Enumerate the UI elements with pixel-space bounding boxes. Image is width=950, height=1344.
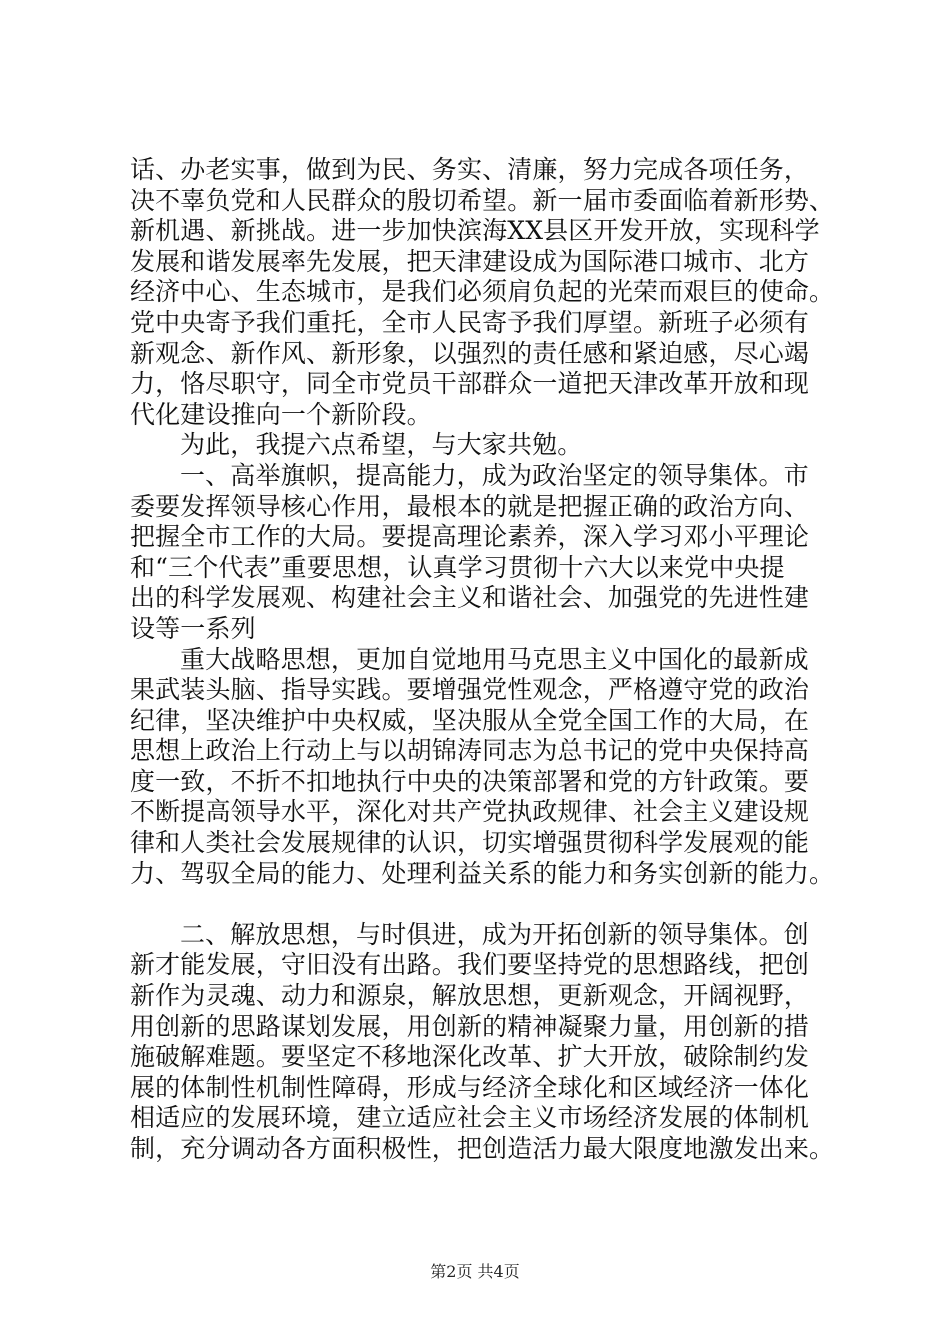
text-line: 新机遇、新挑战。进一步加快滨海XX县区开发开放，实现科学 <box>130 216 820 246</box>
text-line: 用创新的思路谋划发展，用创新的精神凝聚力量，用创新的措 <box>130 1011 810 1041</box>
document-body <box>130 155 842 1165</box>
text-line: 新才能发展，守旧没有出路。我们要坚持党的思想路线，把创 <box>130 950 810 980</box>
text-line: 力，恪尽职守，同全市党员干部群众一道把天津改革开放和现 <box>130 369 810 399</box>
text-line: 发展和谐发展率先发展，把天津建设成为国际港口城市、北方 <box>130 246 810 276</box>
text-line: 一、高举旗帜，提高能力，成为政治坚定的领导集体。市 <box>180 460 809 490</box>
text-line: 新作为灵魂、动力和源泉，解放思想，更新观念，开阔视野， <box>130 981 810 1011</box>
text-line: 和“三个代表”重要思想，认真学习贯彻十六大以来党中央提 <box>130 552 785 582</box>
text-line: 果武装头脑、指导实践。要增强党性观念，严格遵守党的政治 <box>130 675 810 705</box>
page-number-footer: 第2页 共4页 <box>430 1262 520 1281</box>
text-line: 度一致，不折不扣地执行中央的决策部署和党的方针政策。要 <box>130 766 810 796</box>
text-line: 相适应的发展环境，建立适应社会主义市场经济发展的体制机 <box>130 1103 810 1133</box>
text-line: 新观念、新作风、新形象，以强烈的责任感和紧迫感，尽心竭 <box>130 338 810 368</box>
text-line: 决不辜负党和人民群众的殷切希望。新一届市委面临着新形势、 <box>130 185 835 215</box>
paragraph-gap <box>130 889 842 920</box>
text-line: 设等一系列 <box>130 613 256 643</box>
text-line: 把握全市工作的大局。要提高理论素养，深入学习邓小平理论 <box>130 522 810 552</box>
text-line: 力、驾驭全局的能力、处理利益关系的能力和务实创新的能力。 <box>130 858 835 888</box>
text-line: 出的科学发展观、构建社会主义和谐社会、加强党的先进性建 <box>130 583 810 613</box>
text-line: 不断提高领导水平，深化对共产党执政规律、社会主义建设规 <box>130 797 810 827</box>
text-line: 律和人类社会发展规律的认识，切实增强贯彻科学发展观的能 <box>130 828 810 858</box>
text-line: 话、办老实事，做到为民、务实、清廉，努力完成各项任务， <box>130 155 810 184</box>
text-line: 二、解放思想，与时俱进，成为开拓创新的领导集体。创 <box>180 919 809 949</box>
text-line: 制，充分调动各方面积极性，把创造活力最大限度地激发出来。 <box>130 1134 835 1163</box>
text-line: 党中央寄予我们重托，全市人民寄予我们厚望。新班子必须有 <box>130 307 810 337</box>
text-line: 为此，我提六点希望，与大家共勉。 <box>180 430 583 460</box>
text-line: 思想上政治上行动上与以胡锦涛同志为总书记的党中央保持高 <box>130 736 810 766</box>
text-line: 代化建设推向一个新阶段。 <box>130 399 432 429</box>
text-line: 纪律，坚决维护中央权威，坚决服从全党全国工作的大局，在 <box>130 705 810 735</box>
text-line: 经济中心、生态城市，是我们必须肩负起的光荣而艰巨的使命。 <box>130 277 835 307</box>
text-line: 施破解难题。要坚定不移地深化改革、扩大开放，破除制约发 <box>130 1042 810 1072</box>
text-line: 展的体制性机制性障碍，形成与经济全球化和区域经济一体化 <box>130 1072 810 1102</box>
text-line: 重大战略思想，更加自觉地用马克思主义中国化的最新成 <box>180 644 809 674</box>
text-line: 委要发挥领导核心作用，最根本的就是把握正确的政治方向、 <box>130 491 810 521</box>
